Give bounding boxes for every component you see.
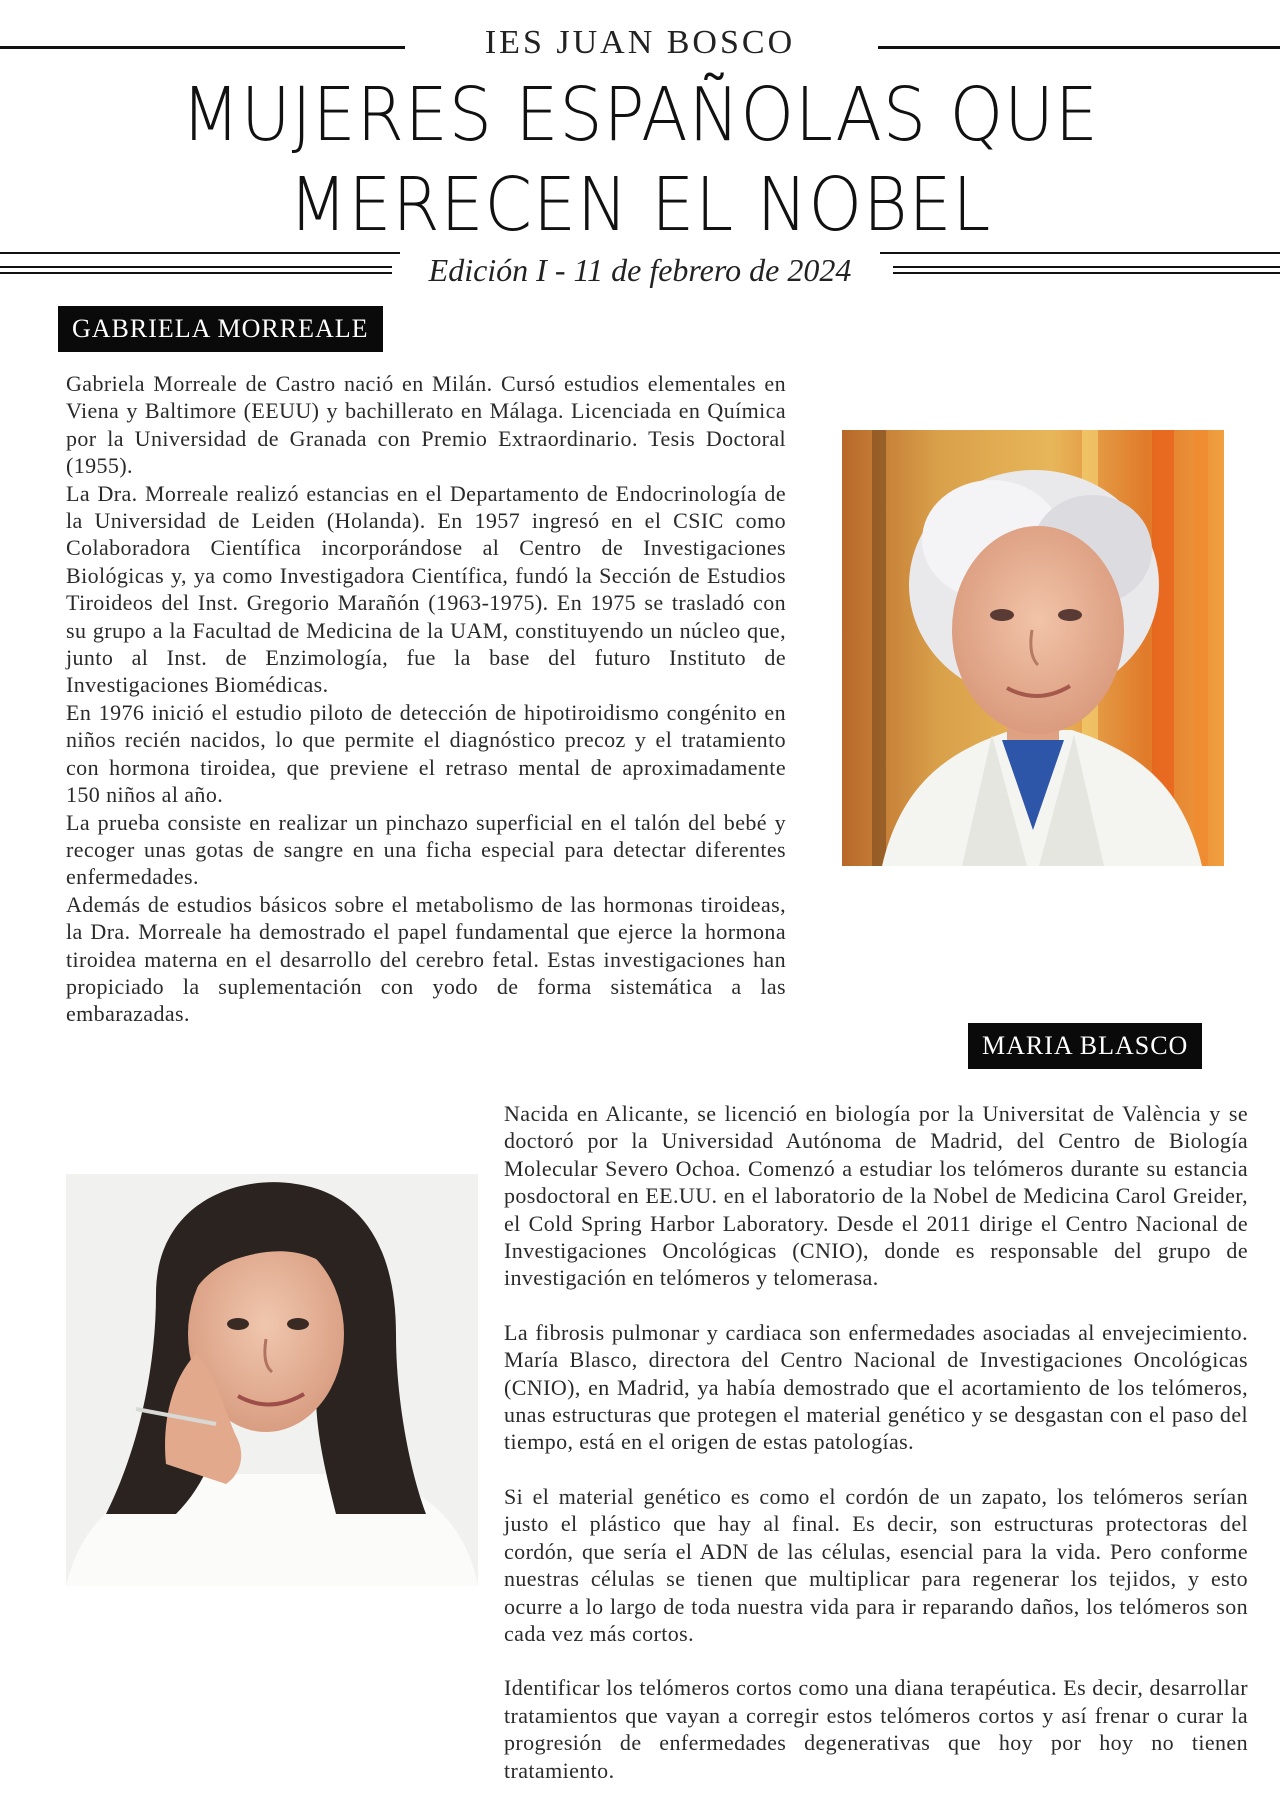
school-name: IES JUAN BOSCO <box>484 24 796 61</box>
blasco-paragraph: La fibrosis pulmonar y cardiaca son enfermedades asociadas al envejecimiento. María Blasco, directora del Centro Nacional de Investigaciones Oncológicas (CNIO), en Madrid, ya había demostrado que el acortamiento de los telómeros, unas estructuras que protegen el material genético y se desgastan con el paso del tiempo, está en el origen de estas patologías. <box>504 1319 1248 1455</box>
section-label-morreale: GABRIELA MORREALE <box>58 306 383 352</box>
blasco-portrait <box>66 1174 478 1586</box>
blasco-paragraph: Si el material genético es como el cordón de un zapato, los telómeros serían justo el plástico que hay al final. Es decir, son estructuras protectoras del cordón, que sería el ADN de las células, esencial para la vida. Pero conforme nuestras células se tienen que multiplicar para regenerar los tejidos, y esto ocurre a lo largo de toda nuestra vida para ir reparando daños, los telómeros son cada vez más cortos. <box>504 1483 1248 1646</box>
edition-date: Edición I - 11 de febrero de 2024 <box>428 252 852 288</box>
morreale-paragraph: La prueba consiste en realizar un pinchazo superficial en el talón del bebé y recoger unas gotas de sangre en una ficha especial para detectar diferentes enfermedades. <box>66 809 786 890</box>
morreale-article <box>66 370 786 1028</box>
morreale-paragraph: La Dra. Morreale realizó estancias en el Departamento de Endocrinología de la Universidad de Leiden (Holanda). En 1957 ingresó en el CSIC como Colaboradora Científica incorporándose al Centro de Investigaciones Biológicas y, ya como Investigadora Científica, fundó la Sección de Estudios Tiroideos del Inst. Gregorio Marañón (1963-1975). En 1975 se trasladó con su grupo a la Facultad de Medicina de la UAM, constituyendo un núcleo que, junto al Inst. de Enzimología, fue la base del futuro Instituto de Investigaciones Biomédicas. <box>66 480 786 698</box>
section-label-blasco: MARIA BLASCO <box>968 1023 1202 1069</box>
blasco-article <box>504 1100 1248 1784</box>
title-line-1: MUJERES ESPAÑOLAS QUE <box>181 72 1099 158</box>
blasco-paragraph: Nacida en Alicante, se licenció en biología por la Universitat de València y se doctoró por la Universidad Autónoma de Madrid, del Centro de Biología Molecular Severo Ochoa. Comenzó a estudiar los telómeros durante su estancia posdoctoral en EE.UU. en el laboratorio de la Nobel de Medicina Carol Greider, el Cold Spring Harbor Laboratory. Desde el 2011 dirige el Centro Nacional de Investigaciones Oncológicas (CNIO), donde es responsable del grupo de investigación en telómeros y telomerasa. <box>504 1101 1248 1291</box>
title-line-2: MERECEN EL NOBEL <box>288 162 992 248</box>
morreale-paragraph: Además de estudios básicos sobre el metabolismo de las hormonas tiroideas, la Dra. Morreale ha demostrado el papel fundamental que ejerce la hormona tiroidea materna en el desarrollo del cerebro fetal. Estas investigaciones han propiciado la suplementación con yodo de forma sistemática a las embarazadas. <box>66 891 786 1027</box>
blasco-paragraph: Identificar los telómeros cortos como una diana terapéutica. Es decir, desarrollar tratamientos que vayan a corregir estos telómeros cortos y así frenar o curar la progresión de enfermedades degenerativas que hoy por hoy no tienen tratamiento. <box>504 1675 1248 1783</box>
morreale-paragraph: En 1976 inició el estudio piloto de detección de hipotiroidismo congénito en niños recién nacidos, lo que permite el diagnóstico precoz y el tratamiento con hormona tiroidea, que previene el retraso mental de aproximadamente 150 niños al año. <box>66 699 786 808</box>
morreale-portrait <box>842 430 1224 866</box>
morreale-paragraph: Gabriela Morreale de Castro nació en Milán. Cursó estudios elementales en Viena y Baltimore (EEUU) y bachillerato en Málaga. Licenciada en Química por la Universidad de Granada con Premio Extraordinario. Tesis Doctoral (1955). <box>66 371 786 479</box>
page-title <box>51 70 1229 250</box>
